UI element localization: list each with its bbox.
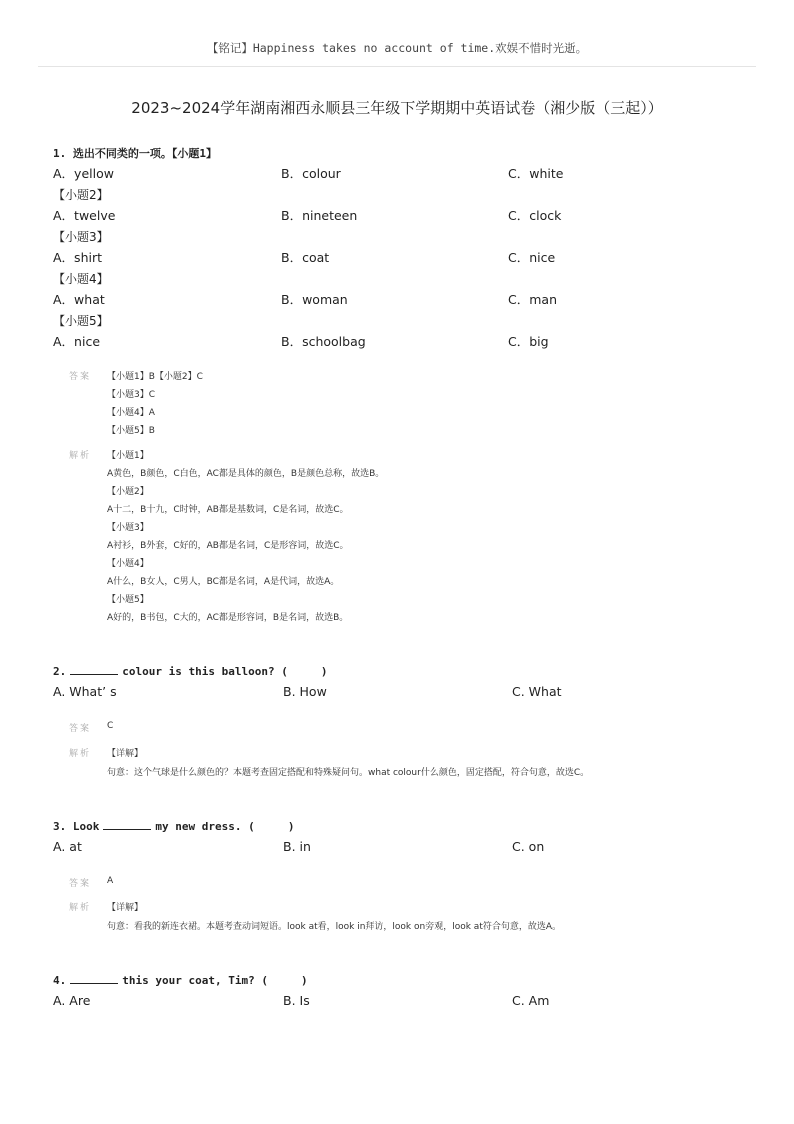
answer-blank [70, 974, 118, 984]
q1-sub-2-label: 【小题2】 [53, 188, 109, 202]
q3-option-a: A. at [53, 839, 82, 854]
page-header-motto: 【铭记】Happiness takes no account of time.欢娱不惜时光逝。 [206, 41, 588, 55]
q1-sub-4-label: 【小题4】 [53, 272, 109, 286]
q3-answer-label: 答案 [69, 879, 92, 889]
q2-analysis-head: 【详解】 [107, 749, 144, 759]
q1-5-option-a: A．nice [53, 334, 101, 349]
header-divider [38, 66, 756, 67]
question-3-stem [53, 820, 294, 833]
question-number: 3. [53, 820, 67, 833]
q3-analysis-head: 【详解】 [107, 903, 144, 913]
q4-option-b: B. Is [283, 993, 310, 1008]
q1-analysis-line: 【小题2】 [107, 487, 149, 497]
q3-answer: A [107, 876, 114, 886]
q2-option-a: A. What’ s [53, 684, 117, 699]
question-4-stem [53, 974, 308, 987]
question-2-stem [53, 665, 328, 678]
q1-answer-label: 答案 [69, 372, 92, 382]
q2-analysis-label: 解析 [69, 749, 92, 759]
q2-option-b: B. How [283, 684, 327, 699]
q1-answer-line-2: 【小题3】C [107, 390, 156, 400]
q2-answer: C [107, 721, 114, 731]
question-text: my new dress. ( ) [155, 820, 295, 833]
q1-analysis-line: A衬衫，B外套，C好的，AB都是名词，C是形容词，故选C。 [107, 541, 349, 551]
q1-analysis-line: A什么，B女人，C男人，BC都是名词，A是代词，故选A。 [107, 577, 340, 587]
q2-analysis-text: 句意：这个气球是什么颜色的？本题考查固定搭配和特殊疑问句。what colour什么颜色，固定搭配，符合句意，故选C。 [107, 768, 590, 778]
q1-analysis-line: 【小题4】 [107, 559, 149, 569]
q1-3-option-b: B．coat [281, 250, 330, 265]
q1-4-option-c: C．man [508, 292, 557, 307]
q1-4-option-a: A．what [53, 292, 105, 307]
question-text: colour is this balloon? ( ) [122, 665, 328, 678]
q3-option-c: C. on [512, 839, 545, 854]
q1-2-option-b: B．nineteen [281, 208, 358, 223]
q1-analysis-line: 【小题3】 [107, 523, 149, 533]
q3-option-b: B. in [283, 839, 311, 854]
q1-analysis-line: 【小题1】 [107, 451, 149, 461]
answer-blank [103, 820, 151, 830]
q3-analysis-label: 解析 [69, 903, 92, 913]
q2-answer-label: 答案 [69, 724, 92, 734]
q4-option-a: A. Are [53, 993, 91, 1008]
q1-answer-line-3: 【小题4】A [107, 408, 155, 418]
q1-1-option-c: C．white [508, 166, 564, 181]
q3-analysis-text: 句意：看我的新连衣裙。本题考查动词短语。look at看，look in拜访，look on旁观，look at符合句意，故选A。 [107, 922, 562, 932]
q1-analysis-line: A十二，B十九，C时钟，AB都是基数词，C是名词，故选C。 [107, 505, 349, 515]
q1-analysis-label: 解析 [69, 451, 92, 461]
q1-sub-3-label: 【小题3】 [53, 230, 109, 244]
question-text: this your coat, Tim? ( ) [122, 974, 308, 987]
q1-3-option-a: A．shirt [53, 250, 102, 265]
page-title: 2023~2024学年湖南湘西永顺县三年级下学期期中英语试卷（湘少版（三起）） [131, 99, 663, 117]
q1-4-option-b: B．woman [281, 292, 348, 307]
question-number: 4. [53, 974, 67, 987]
q1-analysis-line: A好的，B书包，C大的，AC都是形容词，B是名词，故选B。 [107, 613, 349, 623]
q1-sub-5-label: 【小题5】 [53, 314, 109, 328]
answer-blank [70, 665, 118, 675]
q1-5-option-c: C．big [508, 334, 549, 349]
question-text-pre: Look [72, 820, 100, 833]
q4-option-c: C. Am [512, 993, 550, 1008]
question-1-stem: 1. 选出不同类的一项。【小题1】 [53, 147, 217, 160]
q1-analysis-line: A黄色，B颜色，C白色，AC都是具体的颜色，B是颜色总称，故选B。 [107, 469, 385, 479]
question-number: 2. [53, 665, 67, 678]
q1-answer-line-4: 【小题5】B [107, 426, 155, 436]
q1-5-option-b: B．schoolbag [281, 334, 366, 349]
q1-3-option-c: C．nice [508, 250, 556, 265]
q1-1-option-b: B．colour [281, 166, 341, 181]
q1-2-option-c: C．clock [508, 208, 562, 223]
q1-analysis-line: 【小题5】 [107, 595, 149, 605]
q1-1-option-a: A．yellow [53, 166, 114, 181]
q1-answer-line-1: 【小题1】B【小题2】C [107, 372, 203, 382]
q1-2-option-a: A．twelve [53, 208, 116, 223]
q2-option-c: C. What [512, 684, 562, 699]
